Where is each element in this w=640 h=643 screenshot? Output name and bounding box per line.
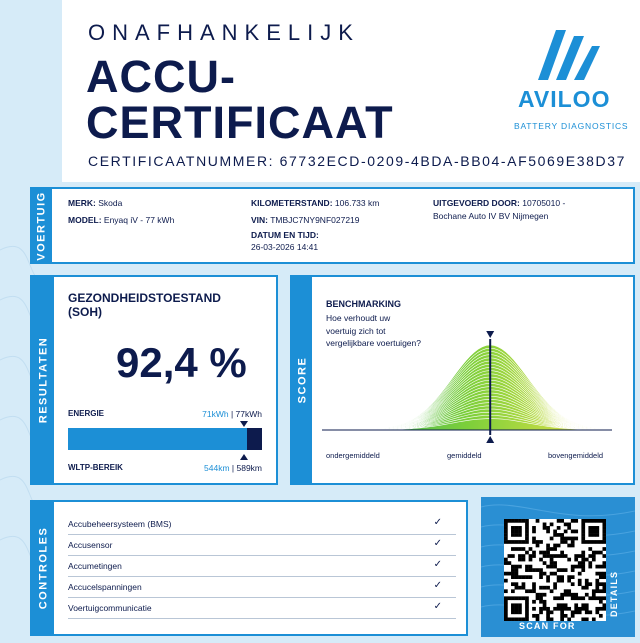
logo-tagline: BATTERY DIAGNOSTICS: [514, 121, 629, 131]
wltp-current: 544km: [204, 463, 230, 473]
energy-separator: |: [228, 409, 236, 419]
wltp-separator: |: [229, 463, 237, 473]
benchmark-question-line3: vergelijkbare voertuigen?: [326, 338, 421, 348]
soh-value: 92,4 %: [116, 339, 247, 386]
qr-details-label: DETAILS: [609, 570, 619, 617]
performed-value-line2: Bochane Auto IV BV Nijmegen: [433, 211, 549, 221]
qr-code-icon: [504, 519, 606, 621]
benchmark-question-line2: voertuig zich tot: [326, 325, 386, 336]
vehicle-tab: [32, 189, 52, 262]
axis-label-above: bovengemiddeld: [548, 451, 604, 460]
page-title: [86, 51, 394, 148]
range-marker-icon: [240, 454, 248, 460]
vehicle-card: [30, 187, 635, 264]
qr-panel[interactable]: [481, 497, 635, 637]
soh-title-line2: (SOH): [68, 305, 102, 319]
score-tab-label: SCORE: [296, 356, 308, 404]
vehicle-tab-label: VOERTUIG: [36, 190, 49, 261]
results-tab-label: RESULTATEN: [37, 336, 49, 424]
model-field: [68, 215, 174, 225]
axis-label-below: ondergemiddeld: [326, 451, 380, 460]
checkmark-icon: ✓: [433, 580, 442, 591]
results-tab: [32, 277, 54, 483]
marker-top-icon: [486, 331, 494, 338]
benchmark-question-line1: Hoe verhoudt uw: [326, 313, 391, 323]
controls-tab-label: CONTROLES: [37, 526, 49, 610]
vin-value: TMBJC7NY9NF027219: [270, 215, 360, 225]
controls-card: [30, 500, 468, 636]
brand-field: [68, 198, 122, 208]
wltp-total: 589km: [236, 463, 262, 473]
control-label: Accumetingen: [68, 561, 122, 571]
model-value: Enyaq iV - 77 kWh: [103, 215, 175, 225]
page-title-line2: CERTIFICAAT: [86, 97, 394, 148]
brand-value: Skoda: [98, 198, 123, 208]
marker-bottom-icon: [486, 436, 494, 443]
model-label: MODEL:: [68, 215, 102, 225]
energy-values: [202, 409, 262, 419]
odometer-field: [251, 198, 379, 208]
datetime-label: DATUM EN TIJD:: [251, 230, 319, 240]
header-subtitle: ONAFHANKELIJK: [88, 20, 360, 45]
performed-value-line1: 10705010 -: [522, 198, 566, 208]
benchmark-title: BENCHMARKING: [326, 299, 401, 309]
energy-label: ENERGIE: [68, 409, 105, 418]
control-label: Accucelspanningen: [68, 582, 142, 592]
qr-code[interactable]: [504, 519, 606, 621]
energy-marker-icon: [240, 421, 248, 427]
controls-tab: [32, 502, 54, 634]
checkmark-icon: ✓: [433, 601, 442, 612]
checkmark-icon: ✓: [433, 517, 442, 528]
soh-title-line1: GEZONDHEIDSTOESTAND: [68, 291, 221, 305]
datetime-value: 26-03-2026 14:41: [251, 242, 319, 252]
wltp-label: WLTP-BEREIK: [68, 463, 123, 472]
odometer-value: 106.733 km: [334, 198, 380, 208]
qr-scan-label: SCAN FOR: [519, 621, 576, 631]
capacity-bar-fill: [68, 428, 247, 450]
control-label: Accubeheersysteem (BMS): [68, 519, 172, 529]
checkmark-icon: ✓: [433, 538, 442, 549]
logo-wordmark: AVILOO: [518, 86, 611, 112]
datetime-field: [251, 230, 319, 240]
control-row: [68, 514, 456, 535]
score-card: [290, 275, 635, 485]
performed-label: UITGEVOERD DOOR:: [433, 198, 520, 208]
control-row: [68, 598, 456, 619]
soh-title: [68, 291, 268, 319]
energy-current: 71kWh: [202, 409, 229, 419]
certificate-number: CERTIFICAATNUMMER: 67732ECD-0209-4BDA-BB04-AF5069E38D37: [88, 153, 626, 169]
control-row: [68, 577, 456, 598]
control-label: Voertuigcommunicatie: [68, 603, 152, 613]
brand-label: MERK:: [68, 198, 96, 208]
vin-field: [251, 215, 360, 225]
page-title-line1: ACCU-: [86, 51, 236, 102]
performed-field: [433, 198, 565, 208]
control-label: Accusensor: [68, 540, 113, 550]
vin-label: VIN:: [251, 215, 268, 225]
control-row: [68, 556, 456, 577]
odometer-label: KILOMETERSTAND:: [251, 198, 333, 208]
checkmark-icon: ✓: [433, 559, 442, 570]
capacity-bar: [68, 428, 262, 450]
wltp-values: [204, 463, 262, 473]
benchmark-question: [326, 312, 446, 350]
aviloo-logo-icon: [510, 22, 622, 132]
axis-label-average: gemiddeld: [447, 451, 482, 460]
results-card: [30, 275, 278, 485]
control-row: [68, 535, 456, 556]
energy-total: 77kWh: [235, 409, 262, 419]
score-tab: [292, 277, 312, 483]
